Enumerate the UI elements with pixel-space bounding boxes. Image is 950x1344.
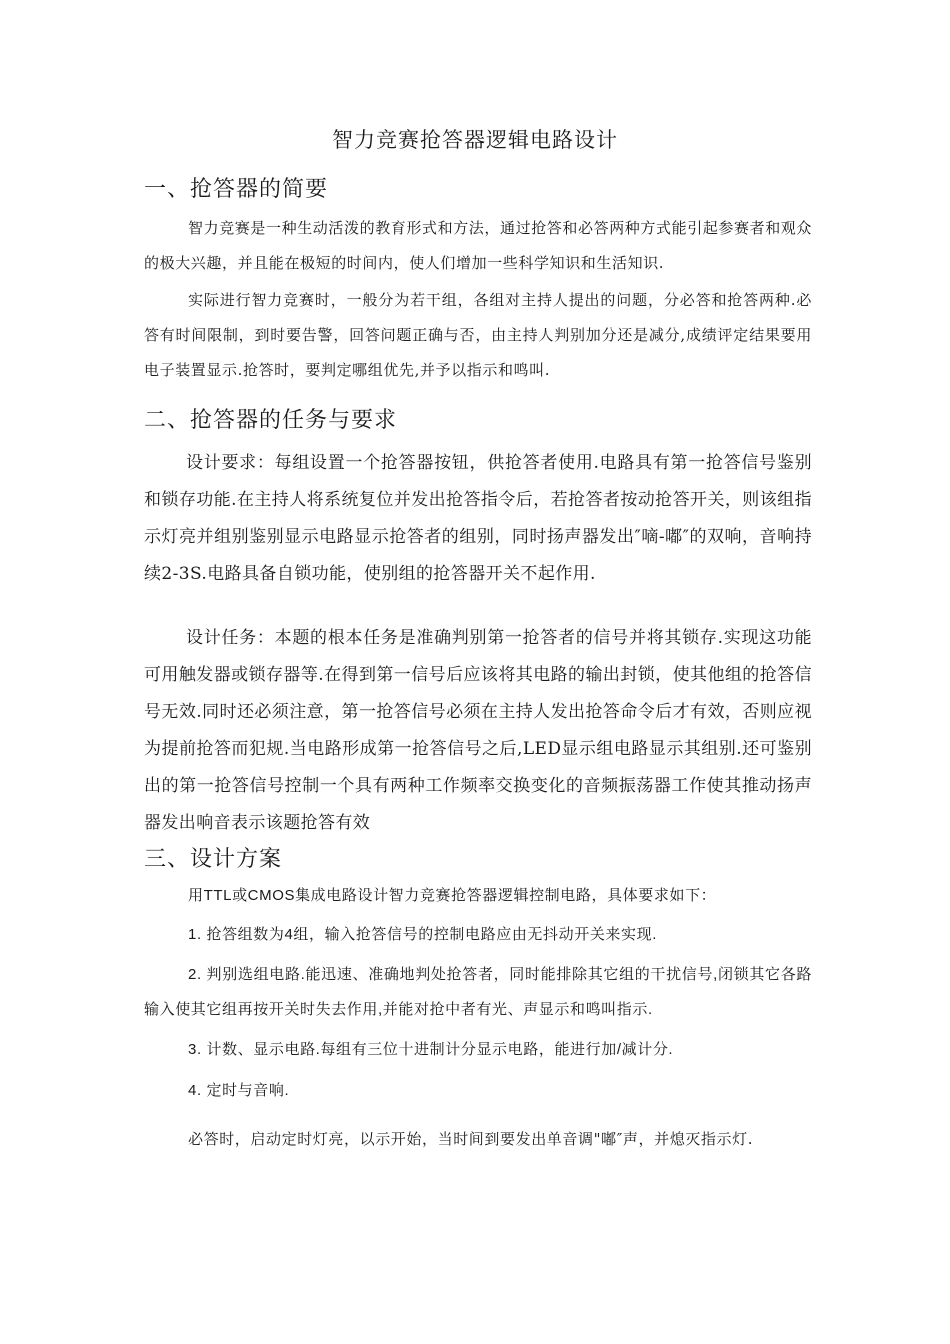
list-item: 3. 计数、显示电路.每组有三位十进制计分显示电路，能进行加/减计分.	[188, 1041, 674, 1058]
section-heading-2: 二、抢答器的任务与要求	[144, 408, 398, 433]
document-title: 智力竞赛抢答器逻辑电路设计	[332, 128, 618, 152]
list-item: 1. 抢答组数为4组，输入抢答信号的控制电路应由无抖动开关来实现.	[188, 926, 657, 943]
paragraph-design-requirements: 设计要求：每组设置一个抢答器按钮，供抢答者使用.电路具有第一抢答信号鉴别和锁存功能.在主持人将系统复位并发出抢答指令后，若抢答者按动抢答开关，则该组指示灯亮并组别鉴别显示电路显示抢答者的组别，同时扬声器发出″嘀-嘟″的双响，音响持续2-3S.电路具备自锁功能，使别组的抢答器开关不起作用.	[144, 453, 812, 584]
paragraph-scheme-intro: 用TTL或CMOS集成电路设计智力竞赛抢答器逻辑控制电路，具体要求如下：	[188, 887, 717, 904]
paragraph-intro-1: 智力竞赛是一种生动活泼的教育形式和方法，通过抢答和必答两种方式能引起参赛者和观众的极大兴趣，并且能在极短的时间内，使人们增加一些科学知识和生活知识.	[144, 219, 813, 272]
list-item: 4. 定时与音响.	[188, 1082, 290, 1099]
paragraph-intro-2: 实际进行智力竞赛时，一般分为若干组，各组对主持人提出的问题，分必答和抢答两种.必答有时间限制，到时要告警，回答问题正确与否，由主持人判别加分还是减分,成绩评定结果要用电子装置显示.抢答时，要判定哪组优先,并予以指示和鸣叫.	[144, 291, 812, 379]
section-heading-3: 三、设计方案	[144, 847, 283, 872]
paragraph-closing: 必答时，启动定时灯亮，以示开始，当时间到要发出单音调"嘟″声，并熄灭指示灯.	[188, 1130, 754, 1148]
list-item: 2. 判别选组电路.能迅速、准确地判处抢答者，同时能排除其它组的干扰信号,闭锁其它各路输入使其它组再按开关时失去作用,并能对抢中者有光、声显示和鸣叫指示.	[144, 966, 812, 1018]
paragraph-design-tasks: 设计任务：本题的根本任务是准确判别第一抢答者的信号并将其锁存.实现这功能可用触发器或锁存器等.在得到第一信号后应该将其电路的输出封锁，使其他组的抢答信号无效.同时还必须注意，第一抢答信号必须在主持人发出抢答命令后才有效，否则应视为提前抢答而犯规.当电路形成第一抢答信号之后,LED显示组电路显示其组别.还可鉴别出的第一抢答信号控制一个具有两种工作频率交换变化的音频振荡器工作使其推动扬声器发出响音表示该题抢答有效	[144, 628, 812, 833]
section-heading-1: 一、抢答器的简要	[144, 177, 329, 202]
